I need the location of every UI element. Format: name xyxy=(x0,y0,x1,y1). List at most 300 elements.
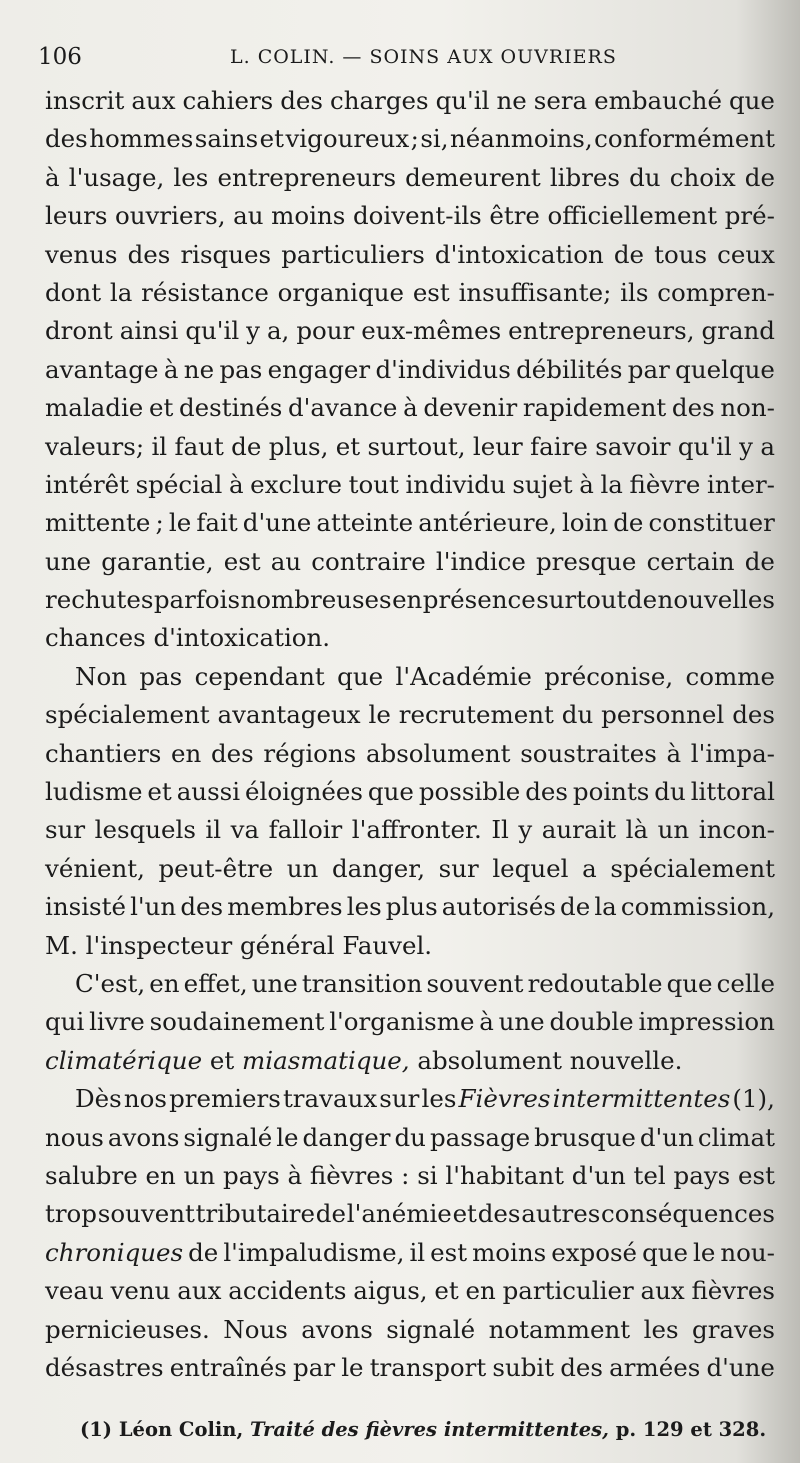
word: à xyxy=(228,469,244,499)
word: tout xyxy=(348,469,399,499)
word: atteinte xyxy=(316,508,414,538)
word: si, xyxy=(420,124,449,154)
word: ceux xyxy=(717,239,775,269)
word: les xyxy=(643,1314,679,1344)
page-number: 106 xyxy=(38,44,82,70)
text-line xyxy=(45,159,775,197)
word: sera xyxy=(533,86,588,115)
word: d'intoxication xyxy=(434,239,604,269)
word: soustraites xyxy=(520,738,657,768)
word: ils xyxy=(620,277,649,307)
word: l'impa- xyxy=(690,738,775,768)
word: a xyxy=(582,853,597,883)
word: choix xyxy=(669,162,736,192)
word: d'une xyxy=(706,1352,775,1382)
word: surtout, xyxy=(367,431,466,461)
word: (1), xyxy=(732,1084,775,1114)
word: et xyxy=(335,431,361,461)
word: transition xyxy=(301,968,423,998)
word: transport xyxy=(369,1352,487,1382)
word: l'organisme xyxy=(329,1007,475,1037)
word: brusque xyxy=(534,1122,636,1152)
word: ; xyxy=(155,508,164,538)
word: signalé xyxy=(183,1122,273,1152)
word: devenir xyxy=(423,393,518,423)
text-line xyxy=(45,1195,775,1233)
word: absolument xyxy=(417,1045,562,1075)
word: eux-mêmes xyxy=(361,316,502,346)
word: constituer xyxy=(648,508,775,538)
word: effet, xyxy=(183,968,248,998)
word: du xyxy=(654,777,686,807)
text-line xyxy=(45,351,775,389)
word: des xyxy=(525,777,568,807)
word: premiers xyxy=(169,1084,281,1114)
word: l'indice xyxy=(435,546,526,576)
text-line xyxy=(45,82,775,120)
word: subit xyxy=(492,1352,555,1382)
word: si xyxy=(417,1160,438,1190)
word: des xyxy=(210,738,254,768)
word: fièvres xyxy=(309,1160,394,1190)
word: chantiers xyxy=(45,738,162,768)
word: pour xyxy=(296,316,355,346)
word: est xyxy=(223,546,261,576)
space xyxy=(410,1042,418,1080)
word: des xyxy=(732,700,775,730)
word: avantageux xyxy=(217,700,361,730)
word: entrepreneurs xyxy=(217,162,397,192)
word: à xyxy=(163,354,179,384)
word: signalé xyxy=(386,1314,476,1344)
word: climatérique xyxy=(45,1045,203,1075)
word: lequel xyxy=(492,853,569,883)
word: grand xyxy=(701,316,775,346)
word: garantie, xyxy=(101,546,214,576)
word: particulier xyxy=(502,1276,634,1306)
word: à xyxy=(403,393,418,423)
word: spécialement xyxy=(610,853,775,883)
word: et xyxy=(209,1045,235,1075)
word: accidents xyxy=(228,1276,347,1306)
word: à xyxy=(287,1160,303,1190)
word: faire xyxy=(530,431,588,461)
text-line xyxy=(45,236,775,274)
word: presque xyxy=(535,546,637,576)
word: commission, xyxy=(620,892,775,922)
word: y xyxy=(246,316,260,346)
word: est xyxy=(738,1160,775,1190)
word: et xyxy=(434,1276,459,1306)
word: en xyxy=(465,1276,496,1306)
word: que xyxy=(337,661,384,691)
word: littoral xyxy=(690,777,775,807)
word: climat xyxy=(697,1122,775,1152)
text-line xyxy=(45,274,775,312)
word: préconise, xyxy=(544,661,674,691)
word: les xyxy=(173,162,209,192)
word: faut xyxy=(174,431,224,461)
word: qu'il xyxy=(677,431,732,461)
word: ne xyxy=(183,354,215,384)
word: Non xyxy=(75,661,127,691)
word: celle xyxy=(716,968,775,998)
word: passage xyxy=(429,1122,531,1152)
word: la xyxy=(109,277,133,307)
footnote-pages: p. 129 et 328. xyxy=(615,1418,767,1441)
text-line xyxy=(45,888,775,926)
word: antérieure, xyxy=(418,508,557,538)
text-line xyxy=(45,735,775,773)
body-text xyxy=(45,82,775,1387)
word: en xyxy=(145,1160,176,1190)
word: général xyxy=(239,930,335,960)
word: l'impaludisme, xyxy=(223,1237,405,1267)
word: officiellement xyxy=(547,201,718,231)
word: M. xyxy=(45,930,78,960)
word: embauché xyxy=(594,86,722,115)
word: chances xyxy=(45,623,146,653)
word: d'une xyxy=(242,508,312,538)
word: le xyxy=(168,508,192,538)
word: spécialement xyxy=(45,700,210,730)
word: être xyxy=(489,201,540,231)
text-line xyxy=(45,389,775,427)
word: destinés xyxy=(178,393,283,423)
word: aigus, xyxy=(353,1276,428,1306)
word: cependant xyxy=(194,661,325,691)
word: à xyxy=(579,469,594,499)
word: tous xyxy=(654,239,708,269)
word: tributaire xyxy=(195,1199,315,1229)
word: exposé xyxy=(551,1237,638,1267)
word: Nous xyxy=(223,1314,288,1344)
word: à xyxy=(479,1007,494,1037)
word: ouvriers, xyxy=(115,201,226,231)
word: et xyxy=(259,124,284,154)
word: que xyxy=(367,777,414,807)
text-line xyxy=(45,850,775,888)
word: les xyxy=(421,1084,457,1114)
word: est xyxy=(430,1237,468,1267)
word: y xyxy=(739,431,753,461)
word: du xyxy=(394,1122,426,1152)
word: de xyxy=(315,1199,346,1229)
word: avons xyxy=(301,1314,373,1344)
word: et xyxy=(148,393,174,423)
word: est xyxy=(412,277,450,307)
word: venus xyxy=(45,239,118,269)
word: absolument xyxy=(365,738,511,768)
word: vigoureux xyxy=(285,124,410,154)
word: le xyxy=(368,700,391,730)
text-line xyxy=(45,1157,775,1195)
word: savoir xyxy=(595,431,671,461)
word: ne xyxy=(496,86,527,115)
word: personnel xyxy=(601,700,725,730)
word: du xyxy=(561,700,594,730)
word: aussi xyxy=(176,777,241,807)
word: ainsi xyxy=(119,316,179,346)
word: a xyxy=(760,431,775,461)
footnote-author: Léon Colin, xyxy=(118,1418,244,1441)
word: le xyxy=(341,1352,364,1382)
word: insuffisante; xyxy=(458,277,612,307)
word: Fièvres xyxy=(458,1084,551,1114)
word: lesquels xyxy=(94,815,196,845)
word: organique xyxy=(277,277,404,307)
word: vénient, xyxy=(45,853,145,883)
text-line xyxy=(45,1272,775,1310)
word: nouvelles xyxy=(657,585,775,615)
word: hommes xyxy=(89,124,194,154)
word: danger xyxy=(302,1122,391,1152)
word: de xyxy=(613,508,644,538)
word: tel xyxy=(633,1160,666,1190)
word: intérêt xyxy=(45,469,130,499)
word: cahiers xyxy=(182,86,274,115)
word: certain xyxy=(646,546,735,576)
word: en xyxy=(392,585,423,615)
word: régions xyxy=(263,738,357,768)
word: les xyxy=(346,892,382,922)
word: débilités xyxy=(516,354,623,384)
word: trop xyxy=(45,1199,97,1229)
word: des xyxy=(560,1352,604,1382)
word: la xyxy=(594,892,617,922)
word: leur xyxy=(472,431,523,461)
word: veau xyxy=(45,1276,104,1306)
word: du xyxy=(629,162,661,192)
word: qu'il xyxy=(185,316,240,346)
word: sur xyxy=(45,815,86,845)
word: et xyxy=(452,1199,477,1229)
word: une xyxy=(251,968,298,998)
word: salubre xyxy=(45,1160,138,1190)
word: nouvelle. xyxy=(569,1045,683,1075)
word: l'Académie xyxy=(395,661,532,691)
word: fait xyxy=(196,508,238,538)
word: conséquences xyxy=(601,1199,775,1229)
word: parfois xyxy=(153,585,241,615)
word: y xyxy=(518,815,533,845)
word: l'affronter. xyxy=(351,815,482,845)
word: de xyxy=(231,431,262,461)
word: moins xyxy=(271,201,346,231)
word: que xyxy=(642,1237,689,1267)
word: moins xyxy=(472,1237,547,1267)
word: aux xyxy=(640,1276,685,1306)
word: désastres xyxy=(45,1352,164,1382)
text-line xyxy=(45,1349,775,1387)
word: souvent xyxy=(97,1199,195,1229)
word: peut-être xyxy=(158,853,274,883)
word: de xyxy=(626,585,658,615)
word: incon- xyxy=(698,815,775,845)
word: une xyxy=(45,546,92,576)
word: risques xyxy=(180,239,272,269)
word: sur xyxy=(379,1084,420,1114)
word: d'avance xyxy=(287,393,398,423)
text-line xyxy=(45,428,775,466)
word: pernicieuses. xyxy=(45,1314,210,1344)
word: éloignées xyxy=(245,777,363,807)
word: que xyxy=(666,968,713,998)
word: plus, xyxy=(268,431,329,461)
word: un xyxy=(657,815,690,845)
word: charges xyxy=(330,86,429,115)
word: quelque xyxy=(675,354,775,384)
text-line xyxy=(45,696,775,734)
word: un xyxy=(183,1160,216,1190)
space xyxy=(562,1042,570,1080)
word: néanmoins, xyxy=(450,124,593,154)
word: des xyxy=(280,86,324,115)
word: maladie xyxy=(45,393,144,423)
word: de xyxy=(560,892,591,922)
word: avons xyxy=(107,1122,180,1152)
space xyxy=(234,1042,242,1080)
word: rapidement xyxy=(522,393,667,423)
word: plus xyxy=(385,892,438,922)
word: libres xyxy=(549,162,620,192)
footnote-title: Traité des fièvres intermittentes, xyxy=(250,1418,609,1441)
space xyxy=(202,1042,210,1080)
word: ludisme xyxy=(45,777,143,807)
word: intermittentes xyxy=(552,1084,731,1114)
word: de xyxy=(744,162,775,192)
word: inscrit xyxy=(45,86,125,115)
word: miasmatique, xyxy=(242,1045,410,1075)
text-line xyxy=(45,543,775,581)
word: C'est, xyxy=(75,968,146,998)
word: soudainement xyxy=(149,1007,325,1037)
word: autres xyxy=(521,1199,601,1229)
word: redoutable xyxy=(527,968,663,998)
word: des xyxy=(671,393,715,423)
word: double xyxy=(549,1007,634,1037)
word: qui xyxy=(45,1007,85,1037)
word: mittente xyxy=(45,508,151,538)
word: l'habitant xyxy=(445,1160,564,1190)
word: Dès xyxy=(75,1084,122,1114)
word: il xyxy=(151,431,168,461)
word: le xyxy=(693,1237,716,1267)
word: un xyxy=(286,853,319,883)
word: sur xyxy=(438,853,479,883)
space xyxy=(78,927,86,965)
word: surtout xyxy=(536,585,627,615)
word: ; xyxy=(410,124,419,154)
word: demeurent xyxy=(405,162,541,192)
word: recrutement xyxy=(398,700,554,730)
word: à xyxy=(666,738,682,768)
word: le xyxy=(276,1122,299,1152)
word: de xyxy=(188,1237,219,1267)
word: l'anémie xyxy=(346,1199,452,1229)
word: membres xyxy=(227,892,343,922)
word: compren- xyxy=(657,277,775,307)
word: armées xyxy=(609,1352,701,1382)
word: et xyxy=(147,777,172,807)
word: la xyxy=(600,469,623,499)
text-line xyxy=(45,120,775,158)
text-line xyxy=(45,1311,775,1349)
word: rechutes xyxy=(45,585,154,615)
text-line xyxy=(45,1234,775,1272)
word: des xyxy=(180,892,224,922)
word: de xyxy=(744,546,775,576)
word: nous xyxy=(45,1122,104,1152)
word: par xyxy=(293,1352,336,1382)
word: l'usage, xyxy=(68,162,165,192)
word: là xyxy=(625,815,649,845)
word: des xyxy=(127,239,171,269)
word: d'individus xyxy=(375,354,511,384)
word: spécial xyxy=(135,469,223,499)
word: chroniques xyxy=(45,1237,184,1267)
word: présence xyxy=(422,585,536,615)
word: qu'il xyxy=(435,86,490,115)
word: contraire xyxy=(311,546,426,576)
word: comme xyxy=(685,661,775,691)
space xyxy=(232,927,240,965)
text-line xyxy=(45,581,775,619)
word: par xyxy=(627,354,670,384)
word: engager xyxy=(267,354,371,384)
word: insisté xyxy=(45,892,126,922)
word: danger, xyxy=(331,853,426,883)
word: Il xyxy=(491,815,509,845)
text-line xyxy=(45,965,775,1003)
word: dront xyxy=(45,316,113,346)
word: individu xyxy=(405,469,506,499)
text-line xyxy=(45,658,775,696)
word: l'inspecteur xyxy=(85,930,233,960)
word: d'un xyxy=(571,1160,626,1190)
word: pays xyxy=(673,1160,731,1190)
text-line xyxy=(45,1042,775,1080)
word: leurs xyxy=(45,201,108,231)
word: l'un xyxy=(130,892,177,922)
word: travaux xyxy=(282,1084,378,1114)
word: a, xyxy=(266,316,290,346)
text-line xyxy=(45,773,775,811)
word: fièvre xyxy=(629,469,701,499)
word: aux xyxy=(131,86,176,115)
word: entraînés xyxy=(169,1352,287,1382)
word: nos xyxy=(123,1084,167,1114)
word: loin xyxy=(561,508,609,538)
word: exclure xyxy=(250,469,343,499)
text-line xyxy=(45,811,775,849)
text-line xyxy=(45,504,775,542)
word: au xyxy=(233,201,264,231)
word: de xyxy=(613,239,645,269)
word: particuliers xyxy=(281,239,425,269)
word: : xyxy=(401,1160,410,1190)
word: avantage xyxy=(45,354,159,384)
word: il xyxy=(409,1237,426,1267)
word: en xyxy=(171,738,202,768)
word: d'un xyxy=(639,1122,694,1152)
text-line xyxy=(45,312,775,350)
word: nou- xyxy=(720,1237,775,1267)
word: il xyxy=(205,815,222,845)
word: sains xyxy=(194,124,259,154)
footnote-marker: (1) xyxy=(80,1418,113,1441)
space xyxy=(335,927,343,965)
